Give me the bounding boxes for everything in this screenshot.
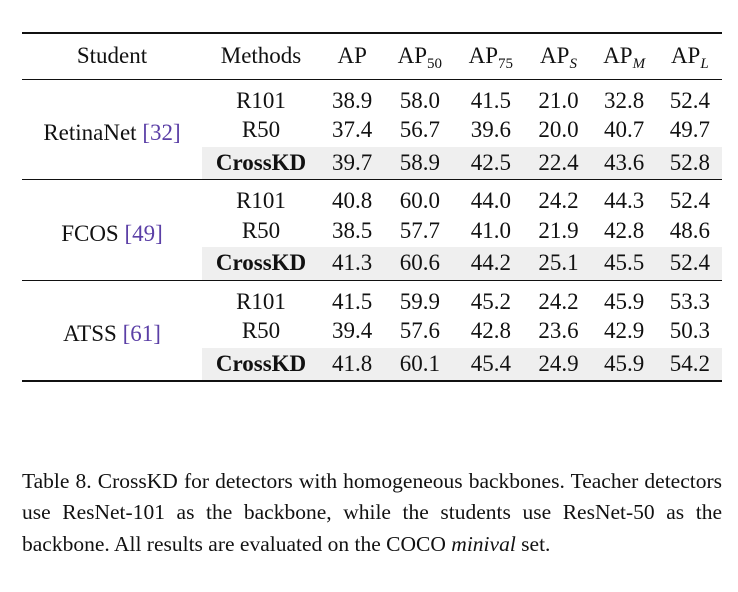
value-cell: 60.0 [399,188,440,213]
value-cell: 45.2 [470,288,511,314]
value-cell: 39.6 [470,117,511,142]
table-row [22,180,722,215]
value-cell: 21.0 [538,87,579,113]
value-cell: 44.2 [455,247,526,280]
value-cell: 37.4 [332,117,373,142]
value-cell: 49.7 [669,117,710,142]
value-cell: 53.3 [669,288,710,314]
value-cell: 45.9 [591,348,658,381]
method-cell: R101 [236,288,286,314]
caption-italic: minival [451,531,516,556]
value-cell: 45.9 [604,288,645,314]
header-ap: AP [337,43,367,69]
citation-link[interactable]: [32] [142,120,181,146]
method-cell: R50 [241,117,281,142]
value-cell: 57.7 [399,217,440,243]
value-cell: 24.2 [538,188,579,213]
value-cell: 50.3 [669,318,710,343]
value-cell: 24.9 [526,348,590,381]
table-row [22,79,722,114]
value-cell: 52.4 [658,247,722,280]
student-name: RetinaNet [43,120,137,146]
results-table-container [22,32,722,382]
value-cell: 44.3 [604,188,645,213]
table-header-row [22,33,722,79]
header-ap75: $AP_{75}$ [468,43,514,73]
table-row [22,280,722,315]
value-cell: 20.0 [538,117,579,142]
method-cell: R101 [236,87,286,113]
value-cell: 52.4 [669,188,710,213]
value-cell: 45.4 [455,348,526,381]
value-cell: 41.5 [470,87,511,113]
value-cell: 21.9 [538,217,579,243]
value-cell: 60.6 [384,247,455,280]
value-cell: 54.2 [658,348,722,381]
value-cell: 23.6 [538,318,579,343]
value-cell: 52.4 [669,87,710,113]
student-name: ATSS [63,321,117,346]
value-cell: 40.8 [332,188,373,213]
value-cell: 40.7 [604,117,645,142]
value-cell: 59.9 [399,288,440,314]
value-cell: 25.1 [526,247,590,280]
header-ap50: $AP_{50}$ [397,43,443,73]
student-name: FCOS [61,220,119,246]
header-aps: $AP_S$ [540,43,577,73]
value-cell: 41.5 [332,288,373,314]
value-cell: 52.8 [658,147,722,180]
table-body [22,79,722,381]
header-methods: Methods [220,43,302,69]
value-cell: 58.9 [384,147,455,180]
value-cell: 32.8 [604,87,645,113]
value-cell: 24.2 [538,288,579,314]
value-cell: 39.4 [332,318,373,343]
value-cell: 42.8 [604,217,645,243]
header-student: Student [76,43,148,69]
citation-link[interactable]: [61] [122,321,161,346]
value-cell: 48.6 [669,217,710,243]
value-cell: 22.4 [526,147,590,180]
value-cell: 42.5 [455,147,526,180]
citation-link[interactable]: [49] [124,220,163,246]
value-cell: 57.6 [399,318,440,343]
header-apl: $AP_L$ [670,43,709,73]
value-cell: 38.9 [332,87,373,113]
value-cell: 44.0 [470,188,511,213]
method-cell: CrossKD [202,247,320,280]
value-cell: 41.3 [320,247,384,280]
table-caption: Table 8. CrossKD for detectors with homogeneous backbones. Teacher detectors use ResNet-101 as the backbone, while the students use ResNet-50 as the backbone. All results are evaluated on the COCO minival set. [22,468,722,556]
value-cell: 39.7 [320,147,384,180]
student-cell [22,180,202,281]
value-cell: 41.8 [320,348,384,381]
student-cell [22,280,202,381]
results-table [22,32,722,382]
value-cell: 45.5 [591,247,658,280]
value-cell: 42.8 [470,318,511,343]
value-cell: 56.7 [399,117,440,142]
method-cell: CrossKD [202,147,320,180]
value-cell: 38.5 [332,217,373,243]
value-cell: 58.0 [399,87,440,113]
value-cell: 41.0 [470,217,511,243]
method-cell: R50 [241,318,281,343]
value-cell: 43.6 [591,147,658,180]
method-cell: R50 [241,217,281,243]
value-cell: 42.9 [604,318,645,343]
student-cell [22,79,202,180]
header-apm: $AP_M$ [603,43,646,73]
method-cell: R101 [236,188,286,213]
value-cell: 60.1 [384,348,455,381]
method-cell: CrossKD [202,348,320,381]
